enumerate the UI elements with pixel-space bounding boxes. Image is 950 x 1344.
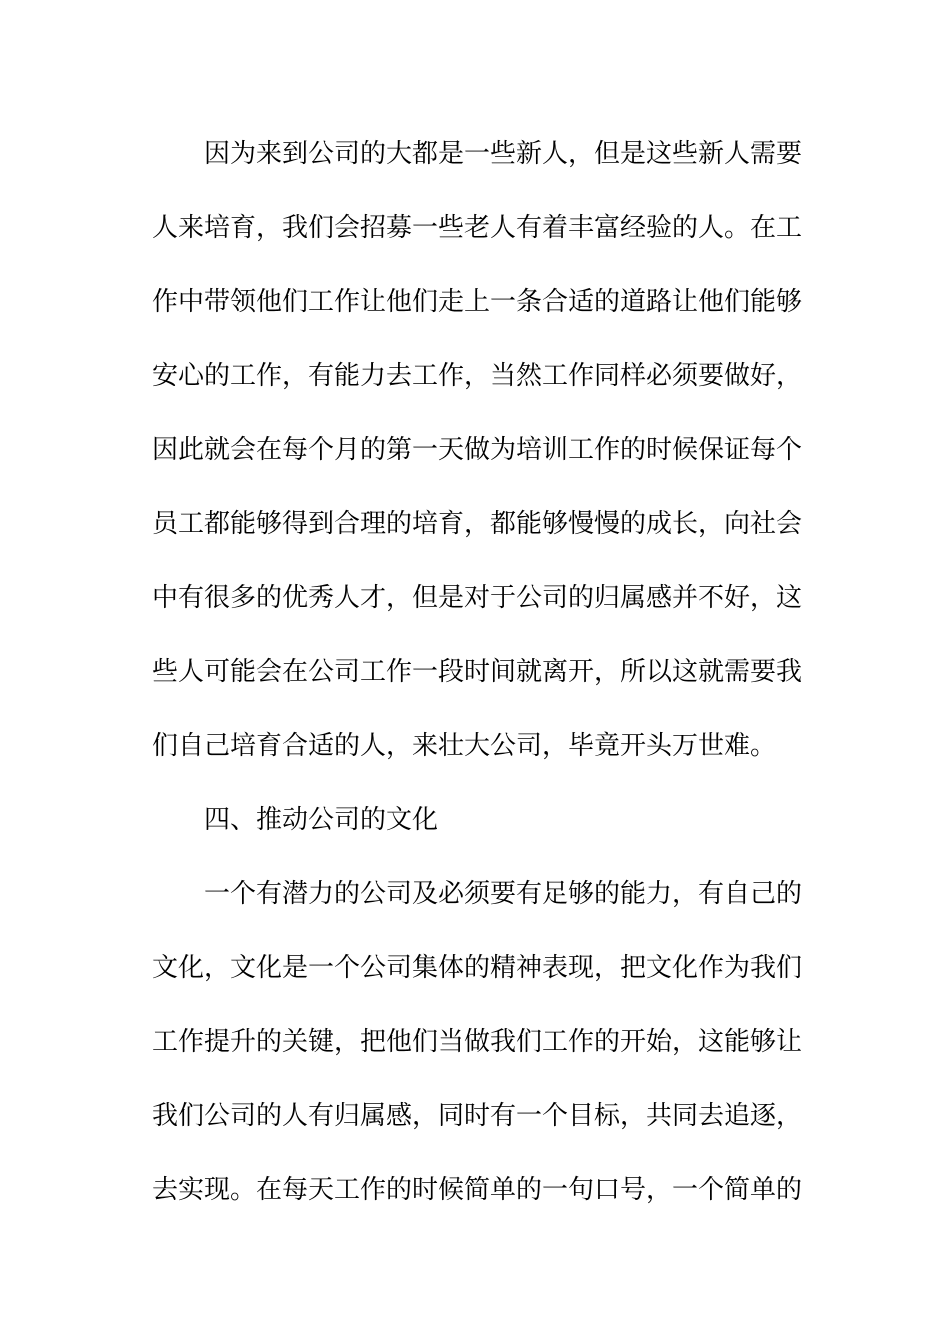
paragraph-1-line-1: 因为来到公司的大都是一些新人，但是这些新人需要 xyxy=(204,139,803,169)
paragraph-1-line-6: 员工都能够得到合理的培育，都能够慢慢的成长，向社会 xyxy=(152,509,803,539)
paragraph-2-line-4: 我们公司的人有归属感，同时有一个目标，共同去追逐， xyxy=(152,1101,803,1131)
paragraph-2-line-1: 一个有潜力的公司及必须要有足够的能力，有自己的 xyxy=(204,879,803,909)
paragraph-1-line-8: 些人可能会在公司工作一段时间就离开，所以这就需要我 xyxy=(152,657,803,687)
paragraph-2-line-2: 文化，文化是一个公司集体的精神表现，把文化作为我们 xyxy=(152,953,803,983)
paragraph-1-line-2: 人来培育，我们会招募一些老人有着丰富经验的人。在工 xyxy=(152,213,803,243)
paragraph-1-line-3: 作中带领他们工作让他们走上一条合适的道路让他们能够 xyxy=(152,287,803,317)
paragraph-2-line-3: 工作提升的关键，把他们当做我们工作的开始，这能够让 xyxy=(152,1027,803,1057)
paragraph-1-line-5: 因此就会在每个月的第一天做为培训工作的时候保证每个 xyxy=(152,435,803,465)
paragraph-1-line-9: 们自己培育合适的人，来壮大公司，毕竟开头万世难。 xyxy=(152,731,777,761)
paragraph-1-line-7: 中有很多的优秀人才，但是对于公司的归属感并不好，这 xyxy=(152,583,803,613)
section-heading: 四、推动公司的文化 xyxy=(204,805,439,835)
paragraph-1-line-4: 安心的工作，有能力去工作，当然工作同样必须要做好， xyxy=(152,361,803,391)
paragraph-2-line-5: 去实现。在每天工作的时候简单的一句口号，一个简单的 xyxy=(152,1175,803,1205)
